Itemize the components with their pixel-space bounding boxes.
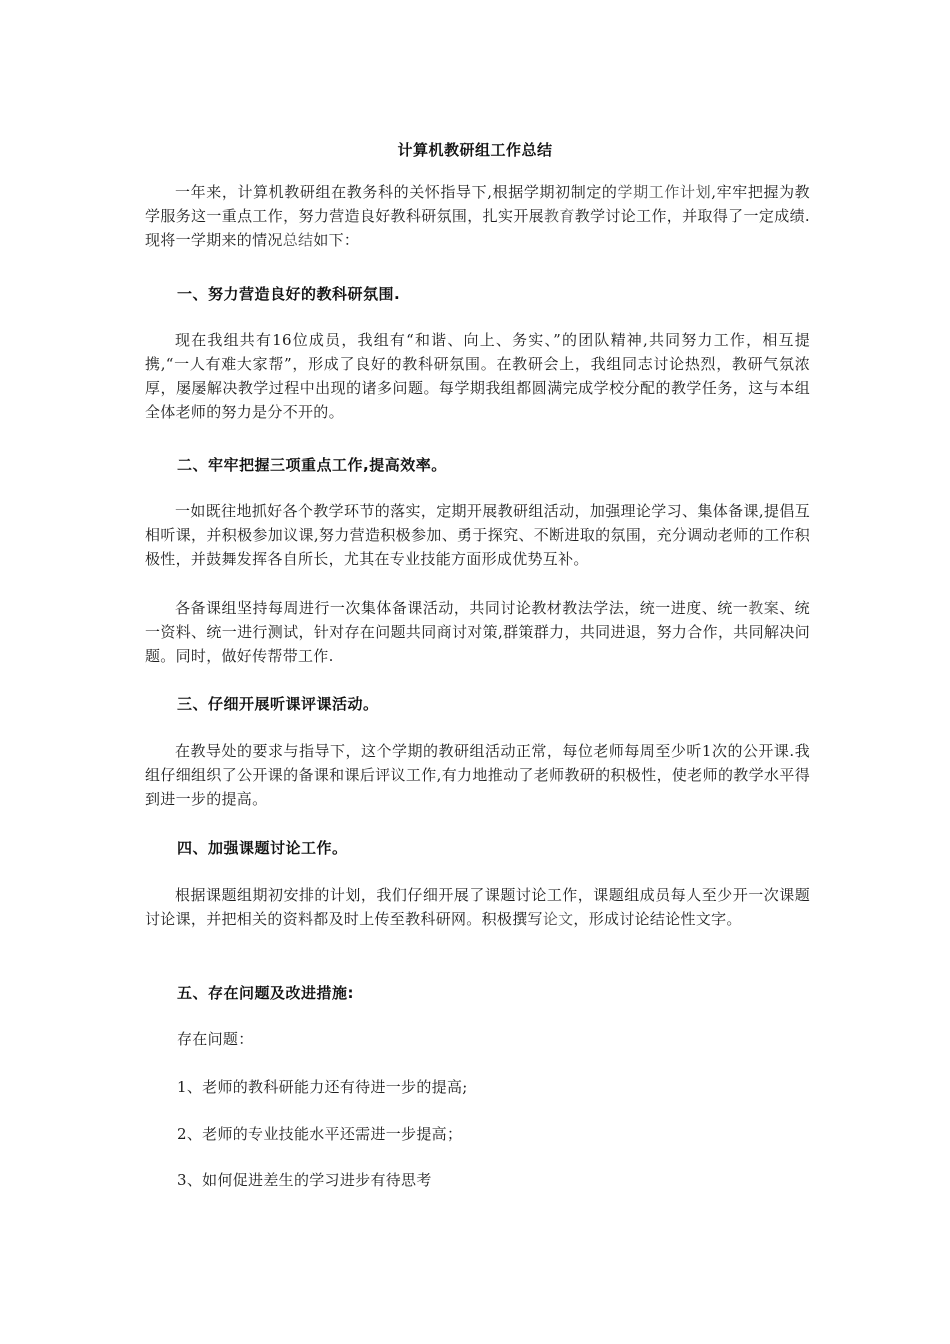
- work-plan-link[interactable]: 学期工作计划: [617, 183, 712, 201]
- section-4-heading: 四、加强课题讨论工作。: [177, 839, 348, 857]
- list-item: 1、老师的教科研能力还有待进一步的提高;: [177, 1078, 468, 1096]
- section-1-paragraph: 现在我组共有16位成员，我组有“和谐、向上、务实、”的团队精神,共同努力工作，相互提携,“一人有难大家帮”，形成了良好的教科研氛围。在教研会上，我组同志讨论热烈，教研气氛浓厚，屡屡解决教学过程中出现的诸多问题。每学期我组都圆满完成学校分配的教学任务，这与本组全体老师的努力是分不开的。: [145, 331, 810, 421]
- section-2-paragraph-1: 一如既往地抓好各个教学环节的落实，定期开展教研组活动，加强理论学习、集体备课,提倡互相听课，并积极参加议课,努力营造积极参加、勇于探究、不断进取的氛围，充分调动老师的工作积极性，并鼓舞发挥各自所长，尤其在专业技能方面形成优势互补。: [145, 502, 810, 568]
- section-5-heading: 五、存在问题及改进措施:: [177, 984, 354, 1002]
- intro-text-3: 教学讨论工作，并取得了一定成绩.现将一学期来的情况: [145, 207, 810, 249]
- lesson-plan-link[interactable]: 教案: [748, 599, 780, 617]
- section-2-heading: 二、牢牢把握三项重点工作,提高效率。: [177, 456, 447, 474]
- education-link[interactable]: 教育: [544, 207, 575, 225]
- section-3-heading: 三、仔细开展听课评课活动。: [177, 695, 379, 713]
- problems-subheading: 存在问题：: [177, 1030, 254, 1048]
- list-item: 3、如何促进差生的学习进步有待思考: [177, 1171, 432, 1189]
- section-2-paragraph-2-text-2: 、统一资料、统一进行测试，针对存在问题共同商讨对策,群策群力，共同进退，努力合作，共同解决问题。同时，做好传帮带工作.: [145, 599, 810, 665]
- document-title: 计算机教研组工作总结: [397, 141, 553, 159]
- thesis-link[interactable]: 论文: [542, 910, 574, 928]
- list-item: 2、老师的专业技能水平还需进一步提高；: [177, 1125, 463, 1143]
- intro-text-1: 一年来，计算机教研组在教务科的关怀指导下,根据学期初制定的: [175, 183, 618, 201]
- intro-text-4: 如下：: [313, 231, 360, 249]
- intro-text-2: ,牢牢把握为教学服务这一重点工作，努力营造良好教科研氛围，扎实开展: [145, 183, 810, 225]
- section-1-heading: 一、努力营造良好的教科研氛围.: [177, 285, 401, 303]
- section-4-paragraph: [145, 883, 810, 931]
- section-2-paragraph-2-text-1: 各备课组坚持每周进行一次集体备课活动，共同讨论教材教法学法，统一进度、统一: [175, 599, 749, 617]
- section-3-paragraph: 在教导处的要求与指导下，这个学期的教研组活动正常，每位老师每周至少听1次的公开课.我组仔细组织了公开课的备课和课后评议工作,有力地推动了老师教研的积极性，使老师的教学水平得到进一步的提高。: [145, 742, 810, 808]
- summary-link[interactable]: 总结: [282, 231, 314, 249]
- section-4-paragraph-text-2: ，形成讨论结论性文字。: [573, 910, 742, 928]
- section-4-paragraph-text-1: 根据课题组期初安排的计划，我们仔细开展了课题讨论工作，课题组成员每人至少开一次课题讨论课，并把相关的资料都及时上传至教科研网。积极撰写: [145, 886, 810, 928]
- intro-paragraph: [145, 180, 810, 252]
- section-2-paragraph-2: [145, 596, 810, 668]
